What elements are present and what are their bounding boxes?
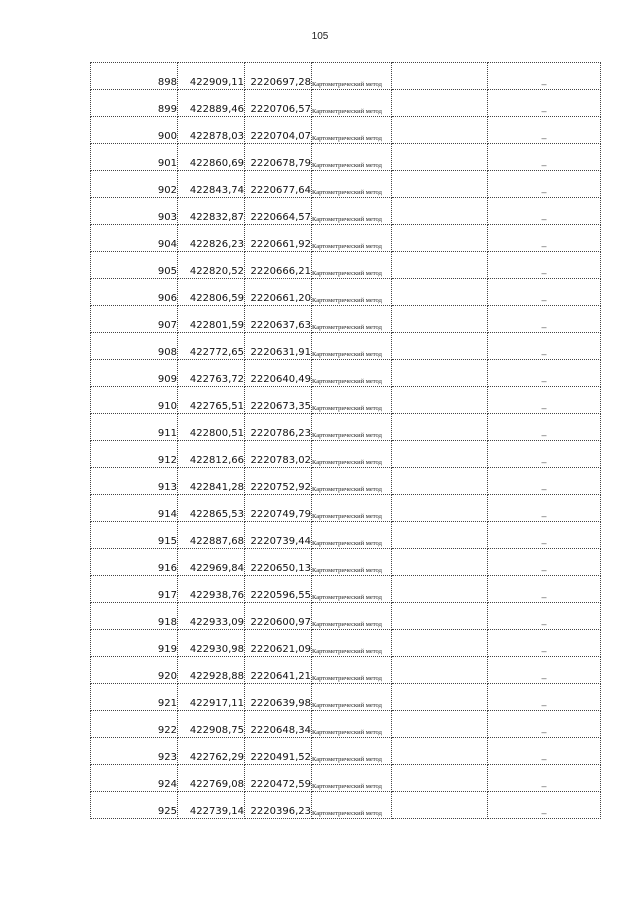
x-coordinate-cell — [178, 630, 245, 657]
point-number-text: 912 — [157, 455, 177, 466]
dash-cell: – — [488, 738, 601, 765]
empty-cell — [392, 279, 488, 306]
y-coordinate-text: 2220631,91 — [250, 347, 311, 358]
table-row — [91, 630, 601, 657]
dash-cell: – — [488, 306, 601, 333]
y-coordinate-cell — [245, 711, 312, 738]
point-number-cell — [91, 198, 178, 225]
method-cell: Картометрический метод — [312, 657, 392, 684]
x-coordinate-text: 422865,53 — [189, 509, 244, 520]
y-coordinate-cell — [245, 441, 312, 468]
point-number-cell — [91, 252, 178, 279]
point-number-cell — [91, 711, 178, 738]
x-coordinate-cell — [178, 576, 245, 603]
x-coordinate-cell — [178, 792, 245, 819]
y-coordinate-cell — [245, 630, 312, 657]
point-number-cell — [91, 576, 178, 603]
y-coordinate-cell — [245, 576, 312, 603]
x-coordinate-text: 422887,68 — [189, 536, 244, 547]
table-row — [91, 360, 601, 387]
dash-cell: – — [488, 360, 601, 387]
point-number-cell — [91, 414, 178, 441]
y-coordinate-cell — [245, 414, 312, 441]
dash-cell: – — [488, 630, 601, 657]
dash-cell: – — [488, 765, 601, 792]
dash-cell: – — [488, 171, 601, 198]
y-coordinate-cell — [245, 198, 312, 225]
y-coordinate-text: 2220661,20 — [250, 293, 311, 304]
y-coordinate-text: 2220677,64 — [250, 185, 311, 196]
y-coordinate-text: 2220640,49 — [250, 374, 311, 385]
y-coordinate-cell — [245, 144, 312, 171]
x-coordinate-text: 422806,59 — [189, 293, 244, 304]
point-number-text: 906 — [157, 293, 177, 304]
y-coordinate-cell — [245, 225, 312, 252]
y-coordinate-text: 2220639,98 — [250, 698, 311, 709]
table-row — [91, 792, 601, 819]
point-number-cell — [91, 684, 178, 711]
x-coordinate-text: 422832,87 — [189, 212, 244, 223]
dash-cell: – — [488, 549, 601, 576]
y-coordinate-cell — [245, 657, 312, 684]
method-cell: Картометрический метод — [312, 414, 392, 441]
method-cell: Картометрический метод — [312, 738, 392, 765]
point-number-cell — [91, 738, 178, 765]
point-number-text: 922 — [157, 725, 177, 736]
y-coordinate-text: 2220752,92 — [250, 482, 311, 493]
empty-cell — [392, 306, 488, 333]
y-coordinate-text: 2220491,52 — [250, 752, 311, 763]
x-coordinate-text: 422878,03 — [189, 131, 244, 142]
dash-cell: – — [488, 144, 601, 171]
empty-cell — [392, 792, 488, 819]
table-row — [91, 117, 601, 144]
dash-cell: – — [488, 684, 601, 711]
method-cell: Картометрический метод — [312, 117, 392, 144]
x-coordinate-text: 422889,46 — [189, 104, 244, 115]
method-cell: Картометрический метод — [312, 225, 392, 252]
y-coordinate-cell — [245, 63, 312, 90]
point-number-cell — [91, 144, 178, 171]
x-coordinate-text: 422812,66 — [189, 455, 244, 466]
y-coordinate-text: 2220783,02 — [250, 455, 311, 466]
empty-cell — [392, 684, 488, 711]
y-coordinate-cell — [245, 387, 312, 414]
empty-cell — [392, 522, 488, 549]
method-cell: Картометрический метод — [312, 387, 392, 414]
x-coordinate-cell — [178, 306, 245, 333]
table-row — [91, 495, 601, 522]
point-number-cell — [91, 468, 178, 495]
y-coordinate-cell — [245, 522, 312, 549]
x-coordinate-text: 422801,59 — [189, 320, 244, 331]
table-row — [91, 252, 601, 279]
method-cell: Картометрический метод — [312, 684, 392, 711]
point-number-cell — [91, 549, 178, 576]
y-coordinate-cell — [245, 117, 312, 144]
point-number-text: 924 — [157, 779, 177, 790]
empty-cell — [392, 765, 488, 792]
x-coordinate-text: 422763,72 — [189, 374, 244, 385]
x-coordinate-cell — [178, 63, 245, 90]
point-number-cell — [91, 225, 178, 252]
method-cell: Картометрический метод — [312, 252, 392, 279]
point-number-cell — [91, 306, 178, 333]
method-cell: Картометрический метод — [312, 279, 392, 306]
empty-cell — [392, 90, 488, 117]
point-number-text: 901 — [157, 158, 177, 169]
table-row — [91, 225, 601, 252]
y-coordinate-text: 2220396,23 — [250, 806, 311, 817]
point-number-cell — [91, 387, 178, 414]
point-number-cell — [91, 279, 178, 306]
x-coordinate-cell — [178, 603, 245, 630]
x-coordinate-cell — [178, 360, 245, 387]
x-coordinate-cell — [178, 522, 245, 549]
dash-cell: – — [488, 387, 601, 414]
empty-cell — [392, 414, 488, 441]
empty-cell — [392, 468, 488, 495]
table-row — [91, 387, 601, 414]
point-number-cell — [91, 441, 178, 468]
point-number-text: 917 — [157, 590, 177, 601]
point-number-text: 919 — [157, 644, 177, 655]
point-number-text: 914 — [157, 509, 177, 520]
x-coordinate-cell — [178, 738, 245, 765]
y-coordinate-cell — [245, 171, 312, 198]
coordinates-table — [90, 62, 601, 819]
y-coordinate-cell — [245, 279, 312, 306]
method-cell: Картометрический метод — [312, 468, 392, 495]
y-coordinate-text: 2220641,21 — [250, 671, 311, 682]
y-coordinate-text: 2220661,92 — [250, 239, 311, 250]
x-coordinate-cell — [178, 468, 245, 495]
table-row — [91, 657, 601, 684]
dash-cell: – — [488, 225, 601, 252]
y-coordinate-text: 2220704,07 — [250, 131, 311, 142]
table-row — [91, 738, 601, 765]
x-coordinate-text: 422843,74 — [189, 185, 244, 196]
x-coordinate-cell — [178, 198, 245, 225]
x-coordinate-cell — [178, 225, 245, 252]
empty-cell — [392, 441, 488, 468]
empty-cell — [392, 144, 488, 171]
coordinates-table-body — [91, 63, 601, 819]
point-number-text: 903 — [157, 212, 177, 223]
method-cell: Картометрический метод — [312, 171, 392, 198]
y-coordinate-text: 2220786,23 — [250, 428, 311, 439]
y-coordinate-text: 2220678,79 — [250, 158, 311, 169]
dash-cell: – — [488, 63, 601, 90]
method-cell: Картометрический метод — [312, 144, 392, 171]
table-row — [91, 144, 601, 171]
x-coordinate-cell — [178, 144, 245, 171]
empty-cell — [392, 117, 488, 144]
dash-cell: – — [488, 252, 601, 279]
method-cell: Картометрический метод — [312, 90, 392, 117]
empty-cell — [392, 630, 488, 657]
empty-cell — [392, 603, 488, 630]
point-number-text: 918 — [157, 617, 177, 628]
dash-cell: – — [488, 333, 601, 360]
dash-cell: – — [488, 90, 601, 117]
y-coordinate-cell — [245, 792, 312, 819]
table-row — [91, 306, 601, 333]
dash-cell: – — [488, 792, 601, 819]
x-coordinate-cell — [178, 657, 245, 684]
empty-cell — [392, 198, 488, 225]
empty-cell — [392, 63, 488, 90]
point-number-cell — [91, 495, 178, 522]
x-coordinate-text: 422826,23 — [189, 239, 244, 250]
dash-cell: – — [488, 657, 601, 684]
empty-cell — [392, 171, 488, 198]
dash-cell: – — [488, 414, 601, 441]
y-coordinate-cell — [245, 90, 312, 117]
x-coordinate-text: 422909,11 — [189, 77, 244, 88]
y-coordinate-text: 2220673,35 — [250, 401, 311, 412]
x-coordinate-cell — [178, 684, 245, 711]
x-coordinate-text: 422772,65 — [189, 347, 244, 358]
point-number-cell — [91, 522, 178, 549]
point-number-text: 913 — [157, 482, 177, 493]
empty-cell — [392, 495, 488, 522]
empty-cell — [392, 657, 488, 684]
x-coordinate-cell — [178, 495, 245, 522]
method-cell: Картометрический метод — [312, 765, 392, 792]
point-number-text: 898 — [157, 77, 177, 88]
y-coordinate-text: 2220664,57 — [250, 212, 311, 223]
y-coordinate-cell — [245, 306, 312, 333]
x-coordinate-cell — [178, 387, 245, 414]
x-coordinate-text: 422938,76 — [189, 590, 244, 601]
x-coordinate-cell — [178, 441, 245, 468]
empty-cell — [392, 333, 488, 360]
y-coordinate-text: 2220596,55 — [250, 590, 311, 601]
y-coordinate-text: 2220472,59 — [250, 779, 311, 790]
dash-cell: – — [488, 468, 601, 495]
x-coordinate-text: 422841,28 — [189, 482, 244, 493]
point-number-text: 900 — [157, 131, 177, 142]
point-number-text: 910 — [157, 401, 177, 412]
point-number-cell — [91, 117, 178, 144]
point-number-text: 899 — [157, 104, 177, 115]
dash-cell: – — [488, 279, 601, 306]
dash-cell: – — [488, 495, 601, 522]
point-number-cell — [91, 90, 178, 117]
method-cell: Картометрический метод — [312, 306, 392, 333]
point-number-cell — [91, 360, 178, 387]
y-coordinate-text: 2220697,28 — [250, 77, 311, 88]
method-cell: Картометрический метод — [312, 630, 392, 657]
method-cell: Картометрический метод — [312, 549, 392, 576]
table-row — [91, 333, 601, 360]
y-coordinate-text: 2220637,63 — [250, 320, 311, 331]
method-cell: Картометрический метод — [312, 522, 392, 549]
empty-cell — [392, 738, 488, 765]
table-row — [91, 63, 601, 90]
y-coordinate-cell — [245, 603, 312, 630]
x-coordinate-text: 422969,84 — [189, 563, 244, 574]
point-number-cell — [91, 657, 178, 684]
y-coordinate-text: 2220666,21 — [250, 266, 311, 277]
x-coordinate-cell — [178, 279, 245, 306]
y-coordinate-cell — [245, 468, 312, 495]
method-cell: Картометрический метод — [312, 792, 392, 819]
point-number-text: 925 — [157, 806, 177, 817]
x-coordinate-cell — [178, 414, 245, 441]
empty-cell — [392, 387, 488, 414]
method-cell: Картометрический метод — [312, 63, 392, 90]
table-row — [91, 522, 601, 549]
y-coordinate-cell — [245, 495, 312, 522]
table-row — [91, 279, 601, 306]
point-number-cell — [91, 63, 178, 90]
x-coordinate-cell — [178, 333, 245, 360]
table-row — [91, 549, 601, 576]
x-coordinate-text: 422933,09 — [189, 617, 244, 628]
point-number-text: 902 — [157, 185, 177, 196]
point-number-text: 916 — [157, 563, 177, 574]
x-coordinate-text: 422928,88 — [189, 671, 244, 682]
x-coordinate-cell — [178, 549, 245, 576]
empty-cell — [392, 549, 488, 576]
point-number-cell — [91, 171, 178, 198]
x-coordinate-cell — [178, 765, 245, 792]
point-number-text: 908 — [157, 347, 177, 358]
y-coordinate-text: 2220648,34 — [250, 725, 311, 736]
table-row — [91, 576, 601, 603]
empty-cell — [392, 576, 488, 603]
x-coordinate-cell — [178, 252, 245, 279]
y-coordinate-text: 2220706,57 — [250, 104, 311, 115]
table-row — [91, 441, 601, 468]
x-coordinate-text: 422930,98 — [189, 644, 244, 655]
point-number-text: 905 — [157, 266, 177, 277]
x-coordinate-cell — [178, 711, 245, 738]
method-cell: Картометрический метод — [312, 441, 392, 468]
method-cell: Картометрический метод — [312, 711, 392, 738]
table-row — [91, 171, 601, 198]
point-number-cell — [91, 792, 178, 819]
table-row — [91, 198, 601, 225]
method-cell: Картометрический метод — [312, 198, 392, 225]
empty-cell — [392, 360, 488, 387]
y-coordinate-cell — [245, 252, 312, 279]
y-coordinate-cell — [245, 333, 312, 360]
table-row — [91, 603, 601, 630]
dash-cell: – — [488, 711, 601, 738]
point-number-cell — [91, 333, 178, 360]
x-coordinate-cell — [178, 90, 245, 117]
dash-cell: – — [488, 576, 601, 603]
point-number-text: 909 — [157, 374, 177, 385]
method-cell: Картометрический метод — [312, 333, 392, 360]
table-row — [91, 684, 601, 711]
table-row — [91, 765, 601, 792]
point-number-text: 920 — [157, 671, 177, 682]
point-number-text: 907 — [157, 320, 177, 331]
y-coordinate-text: 2220739,44 — [250, 536, 311, 547]
method-cell: Картометрический метод — [312, 360, 392, 387]
point-number-text: 923 — [157, 752, 177, 763]
x-coordinate-text: 422769,08 — [189, 779, 244, 790]
table-row — [91, 711, 601, 738]
empty-cell — [392, 252, 488, 279]
y-coordinate-cell — [245, 549, 312, 576]
y-coordinate-cell — [245, 684, 312, 711]
point-number-text: 915 — [157, 536, 177, 547]
y-coordinate-text: 2220749,79 — [250, 509, 311, 520]
y-coordinate-cell — [245, 738, 312, 765]
x-coordinate-text: 422917,11 — [189, 698, 244, 709]
method-cell: Картометрический метод — [312, 603, 392, 630]
point-number-text: 911 — [157, 428, 177, 439]
table-row — [91, 414, 601, 441]
x-coordinate-text: 422739,14 — [189, 806, 244, 817]
point-number-cell — [91, 765, 178, 792]
empty-cell — [392, 711, 488, 738]
x-coordinate-cell — [178, 117, 245, 144]
empty-cell — [392, 225, 488, 252]
x-coordinate-text: 422800,51 — [189, 428, 244, 439]
dash-cell: – — [488, 441, 601, 468]
x-coordinate-text: 422762,29 — [189, 752, 244, 763]
dash-cell: – — [488, 198, 601, 225]
table-row — [91, 90, 601, 117]
y-coordinate-text: 2220621,09 — [250, 644, 311, 655]
point-number-cell — [91, 603, 178, 630]
y-coordinate-cell — [245, 765, 312, 792]
x-coordinate-text: 422908,75 — [189, 725, 244, 736]
x-coordinate-text: 422820,52 — [189, 266, 244, 277]
method-cell: Картометрический метод — [312, 576, 392, 603]
dash-cell: – — [488, 603, 601, 630]
page-number: 105 — [311, 31, 329, 42]
point-number-text: 921 — [157, 698, 177, 709]
dash-cell: – — [488, 522, 601, 549]
x-coordinate-cell — [178, 171, 245, 198]
method-cell: Картометрический метод — [312, 495, 392, 522]
y-coordinate-text: 2220650,13 — [250, 563, 311, 574]
y-coordinate-text: 2220600,97 — [250, 617, 311, 628]
point-number-cell — [91, 630, 178, 657]
x-coordinate-text: 422860,69 — [189, 158, 244, 169]
x-coordinate-text: 422765,51 — [189, 401, 244, 412]
point-number-text: 904 — [157, 239, 177, 250]
table-row — [91, 468, 601, 495]
dash-cell: – — [488, 117, 601, 144]
y-coordinate-cell — [245, 360, 312, 387]
